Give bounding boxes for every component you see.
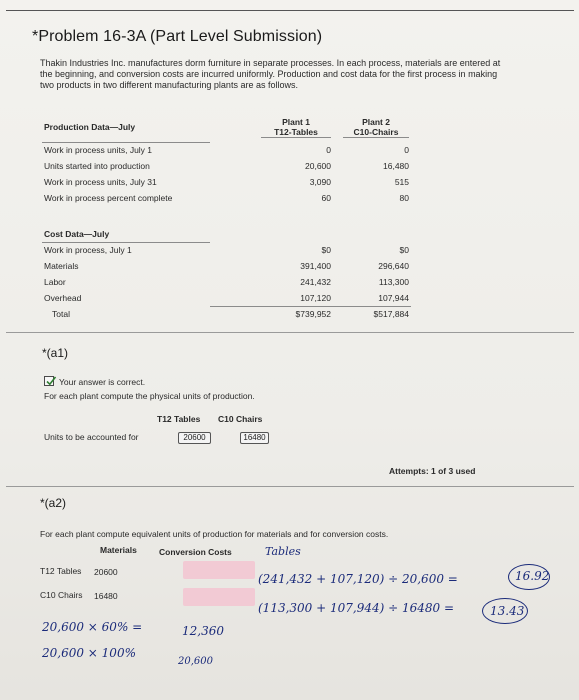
cost-row-p1: 107,120 <box>300 292 331 303</box>
production-row-p2: 16,480 <box>383 161 409 171</box>
section-divider <box>6 486 574 487</box>
production-row-p2: 515 <box>394 177 409 187</box>
production-row-p2: 80 <box>399 193 409 203</box>
top-rule <box>6 10 574 11</box>
cost-total-label: Total <box>52 309 70 319</box>
a2-tables-materials-input[interactable]: 20600 <box>94 567 118 577</box>
production-row-p1: 0 <box>326 145 331 155</box>
a2-row-label-tables: T12 Tables <box>40 566 82 576</box>
plant1-product: T12-Tables <box>274 126 318 137</box>
cost-row-p2: 107,944 <box>378 292 409 303</box>
section-divider <box>6 332 574 333</box>
problem-intro: Thakin Industries Inc. manufactures dorm furniture in separate processes. In each process, materials are entered at the beginning, and conversion costs are incurred uniformly. Production and cost data for the first process in making two products in two different manufacturing plants are as follows. <box>40 58 501 90</box>
cost-row-p2: 296,640 <box>378 261 409 271</box>
cost-total-p2: $517,884 <box>335 306 411 322</box>
cost-row-p2: 113,300 <box>378 277 409 287</box>
cost-row-label: Materials <box>44 261 79 271</box>
handwritten-calc-1-result: 12,360 <box>182 624 224 638</box>
production-row-label: Work in process units, July 1 <box>42 142 210 158</box>
plant2-label: Plant 2 <box>362 116 390 127</box>
handwritten-calc-2: 20,600 × 100% <box>42 646 136 660</box>
cost-row-p1: 391,400 <box>300 261 331 271</box>
cost-total-p1: $739,952 <box>210 306 335 322</box>
production-row-label: Work in process units, July 31 <box>44 177 157 187</box>
a1-label: *(a1) <box>42 346 69 360</box>
handwritten-answer-1: 16.92 <box>515 569 550 583</box>
a2-row-label-chairs: C10 Chairs <box>40 590 83 600</box>
a2-col-materials: Materials <box>100 545 137 555</box>
a1-col-tables: T12 Tables <box>157 414 201 424</box>
production-row-p1: 20,600 <box>305 161 331 171</box>
cost-row-p1: $0 <box>321 245 331 255</box>
cost-row-p1: 241,432 <box>300 277 331 287</box>
handwritten-equation-1: (241,432 + 107,120) ÷ 20,600 = <box>258 572 458 586</box>
correct-check-icon <box>44 376 54 386</box>
a2-chairs-materials-input[interactable]: 16480 <box>94 591 118 601</box>
a1-chairs-input[interactable]: 16480 <box>240 432 269 444</box>
production-row-p2: 0 <box>404 145 409 155</box>
correct-message: Your answer is correct. <box>59 377 146 387</box>
production-row-label: Work in process percent complete <box>44 193 173 203</box>
cost-row-label: Overhead <box>44 293 82 303</box>
a2-chairs-conversion-input[interactable] <box>183 588 255 606</box>
plant2-product: C10-Chairs <box>353 126 399 137</box>
production-row-p1: 3,090 <box>309 177 331 187</box>
problem-title: *Problem 16-3A (Part Level Submission) <box>32 28 323 45</box>
handwritten-tables-note: Tables <box>265 545 301 558</box>
handwritten-calc-2-result: 20,600 <box>178 656 213 667</box>
cost-row-p2: $0 <box>399 245 409 255</box>
cost-data-table <box>42 226 411 322</box>
a1-col-chairs: C10 Chairs <box>218 414 263 424</box>
a2-instruction: For each plant compute equivalent units of production for materials and for conversion costs. <box>40 529 389 539</box>
plant1-label: Plant 1 <box>282 116 310 127</box>
production-header: Production Data—July <box>44 121 136 132</box>
production-row-label: Units started into production <box>44 161 150 171</box>
a2-label: *(a2) <box>40 496 67 510</box>
cost-header: Cost Data—July <box>42 226 210 242</box>
production-row-p1: 60 <box>321 193 331 203</box>
handwritten-equation-2: (113,300 + 107,944) ÷ 16480 = <box>258 601 455 615</box>
handwritten-answer-2: 13.43 <box>490 604 525 618</box>
a1-tables-input[interactable]: 20600 <box>178 432 211 444</box>
cost-row-label: Work in process, July 1 <box>44 245 132 256</box>
a2-tables-conversion-input[interactable] <box>183 561 255 579</box>
cost-row-label: Labor <box>44 277 66 287</box>
production-data-table <box>42 112 411 206</box>
attempts-counter: Attempts: 1 of 3 used <box>389 466 476 476</box>
a2-col-conversion: Conversion Costs <box>159 547 232 557</box>
a1-instruction: For each plant compute the physical units of production. <box>44 391 255 401</box>
handwritten-calc-1: 20,600 × 60% = <box>42 620 143 634</box>
a1-row-label: Units to be accounted for <box>44 432 139 442</box>
